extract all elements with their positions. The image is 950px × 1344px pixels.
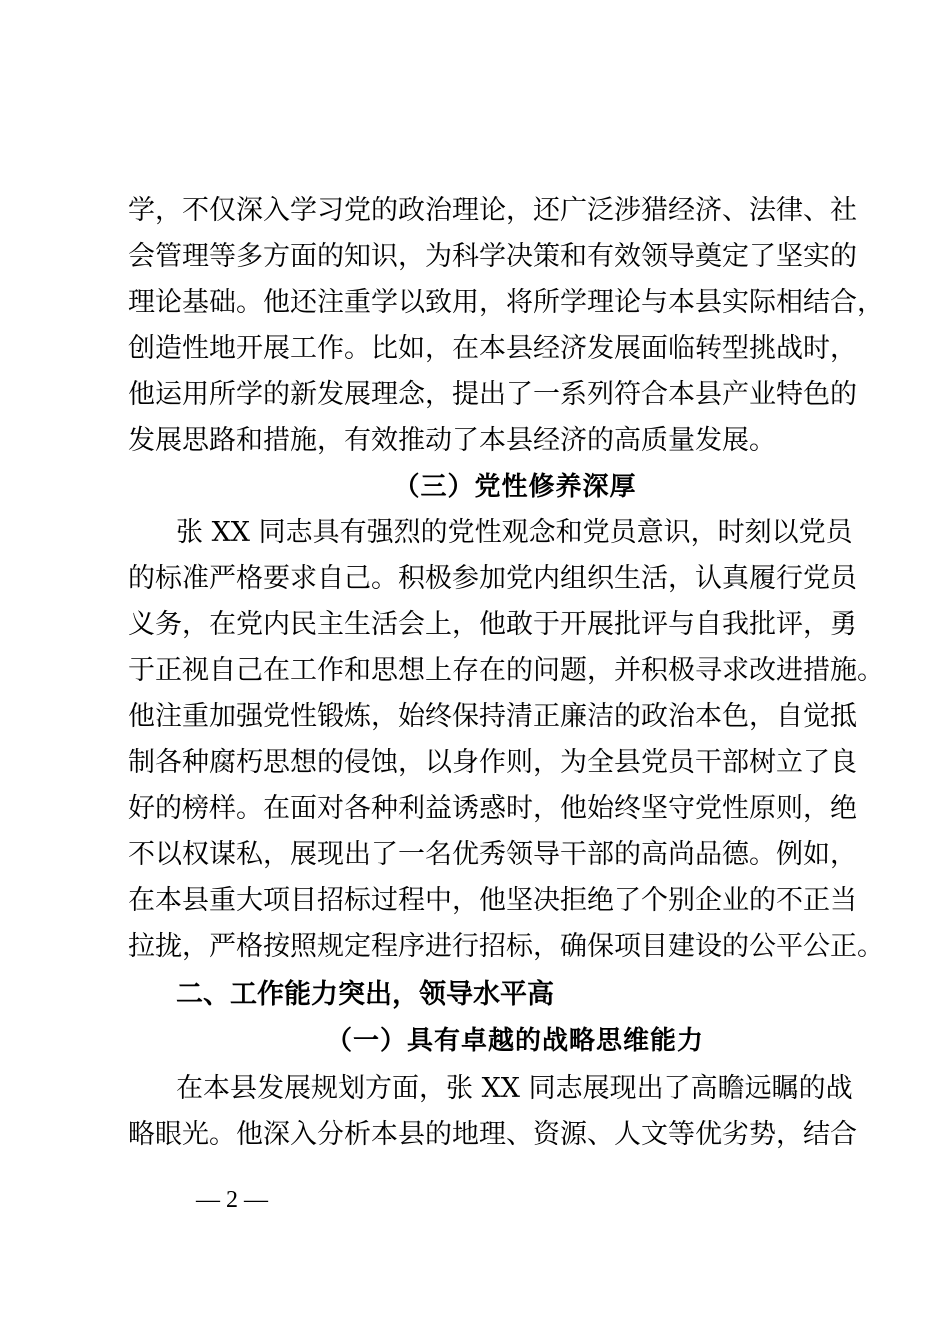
paragraph-line: 他注重加强党性锻炼，始终保持清正廉洁的政治本色，自觉抵: [128, 701, 857, 732]
paragraph-line: 发展思路和措施，有效推动了本县经济的高质量发展。: [128, 425, 776, 456]
section-heading: 二、工作能力突出，领导水平高: [176, 979, 554, 1010]
paragraph-line: 他运用所学的新发展理念，提出了一系列符合本县产业特色的: [128, 379, 857, 410]
paragraph-line: 张 XX 同志具有强烈的党性观念和党员意识，时刻以党员: [176, 517, 853, 548]
paragraph-line: 学，不仅深入学习党的政治理论，还广泛涉猎经济、法律、社: [128, 195, 857, 226]
section-subheading: （三）党性修养深厚: [393, 472, 637, 502]
paragraph-line: 义务，在党内民主生活会上，他敢于开展批评与自我批评，勇: [128, 609, 857, 640]
paragraph-line: 制各种腐朽思想的侵蚀，以身作则，为全县党员干部树立了良: [128, 747, 857, 778]
paragraph-line: 会管理等多方面的知识，为科学决策和有效领导奠定了坚实的: [128, 241, 857, 272]
paragraph-line: 在本县发展规划方面，张 XX 同志展现出了高瞻远瞩的战: [176, 1073, 853, 1104]
paragraph-line: 创造性地开展工作。比如，在本县经济发展面临转型挑战时，: [128, 333, 857, 364]
paragraph-line: 略眼光。他深入分析本县的地理、资源、人文等优劣势，结合: [128, 1119, 857, 1150]
paragraph-line: 于正视自己在工作和思想上存在的问题，并积极寻求改进措施。: [128, 655, 884, 686]
paragraph-line: 的标准严格要求自己。积极参加党内组织生活，认真履行党员: [128, 563, 857, 594]
paragraph-line: 好的榜样。在面对各种利益诱惑时，他始终坚守党性原则，绝: [128, 793, 857, 824]
paragraph-line: 理论基础。他还注重学以致用，将所学理论与本县实际相结合，: [128, 287, 884, 318]
section-subheading: （一）具有卓越的战略思维能力: [325, 1026, 704, 1056]
paragraph-line: 在本县重大项目招标过程中，他坚决拒绝了个别企业的不正当: [128, 885, 857, 916]
paragraph-line: 拉拢，严格按照规定程序进行招标，确保项目建设的公平公正。: [128, 931, 884, 962]
paragraph-line: 不以权谋私，展现出了一名优秀领导干部的高尚品德。例如，: [128, 839, 857, 870]
page-number: — 2 —: [196, 1187, 268, 1213]
